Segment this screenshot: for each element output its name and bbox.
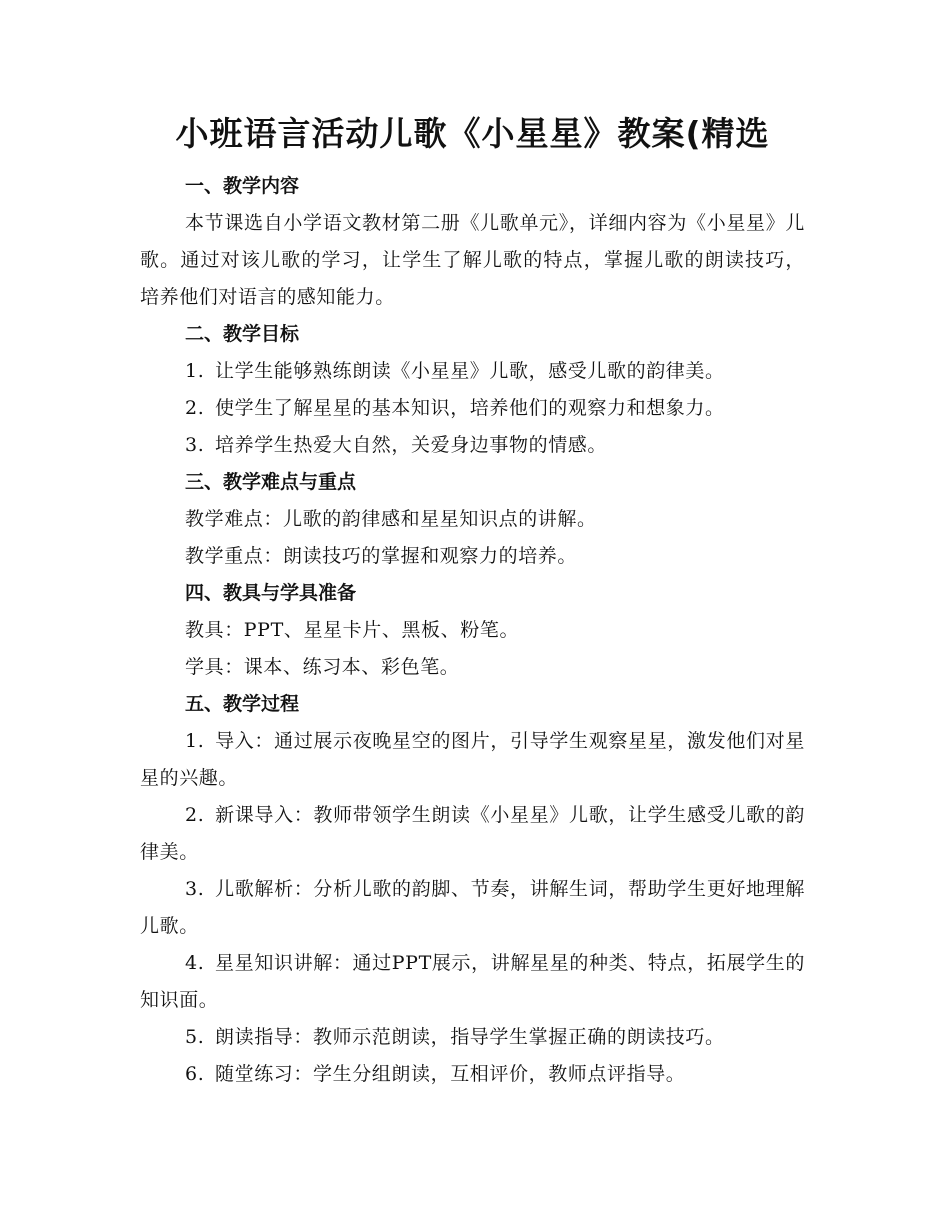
section-materials [140,575,805,686]
list-item [140,797,805,871]
section-difficulties-keypoints [140,464,805,575]
paragraph: 教学难点：儿歌的韵律感和星星知识点的讲解。 [185,508,597,530]
item-number: 3. [185,434,205,456]
section-heading: 三、教学难点与重点 [185,471,357,493]
item-text: 儿歌解析：分析儿歌的韵脚、节奏，讲解生词，帮助学生更好地理解儿歌。 [140,878,805,937]
paragraph: 本节课选自小学语文教材第二册《儿歌单元》，详细内容为《小星星》儿歌。通过对该儿歌的学习，让学生了解儿歌的特点，掌握儿歌的朗读技巧，培养他们对语言的感知能力。 [140,212,805,308]
list-item [140,723,805,797]
item-text: 使学生了解星星的基本知识，培养他们的观察力和想象力。 [215,397,725,419]
item-number: 4. [185,952,205,974]
item-number: 6. [185,1063,205,1085]
list-item [140,1056,805,1093]
item-number: 5. [185,1026,205,1048]
section-teaching-goals [140,316,805,464]
section-heading: 五、教学过程 [185,693,300,715]
item-text: 培养学生热爱大自然，关爱身边事物的情感。 [215,434,608,456]
document-page [140,110,805,1093]
paragraph: 教具：PPT、星星卡片、黑板、粉笔。 [185,619,520,641]
paragraph: 教学重点：朗读技巧的掌握和观察力的培养。 [185,545,578,567]
item-number: 2. [185,397,205,419]
section-teaching-content [140,168,805,316]
list-item [140,390,805,427]
item-text: 朗读指导：教师示范朗读，指导学生掌握正确的朗读技巧。 [215,1026,725,1048]
list-item [140,1019,805,1056]
list-item [140,427,805,464]
list-item [140,945,805,1019]
item-text: 星星知识讲解：通过PPT展示，讲解星星的种类、特点，拓展学生的知识面。 [140,952,805,1011]
item-text: 新课导入：教师带领学生朗读《小星星》儿歌，让学生感受儿歌的韵律美。 [140,804,805,863]
section-heading: 四、教具与学具准备 [185,582,357,604]
list-item [140,871,805,945]
list-item [140,353,805,390]
section-teaching-process [140,686,805,1093]
item-number: 1. [185,360,205,382]
item-number: 1. [185,730,205,752]
item-number: 3. [185,878,205,900]
paragraph: 学具：课本、练习本、彩色笔。 [185,656,460,678]
item-text: 随堂练习：学生分组朗读，互相评价，教师点评指导。 [215,1063,686,1085]
document-title: 小班语言活动儿歌《小星星》教案(精选 [175,114,770,153]
section-heading: 二、教学目标 [185,323,300,345]
item-text: 让学生能够熟练朗读《小星星》儿歌，感受儿歌的韵律美。 [215,360,725,382]
item-text: 导入：通过展示夜晚星空的图片，引导学生观察星星，激发他们对星星的兴趣。 [140,730,805,789]
item-number: 2. [185,804,205,826]
section-heading: 一、教学内容 [185,175,300,197]
